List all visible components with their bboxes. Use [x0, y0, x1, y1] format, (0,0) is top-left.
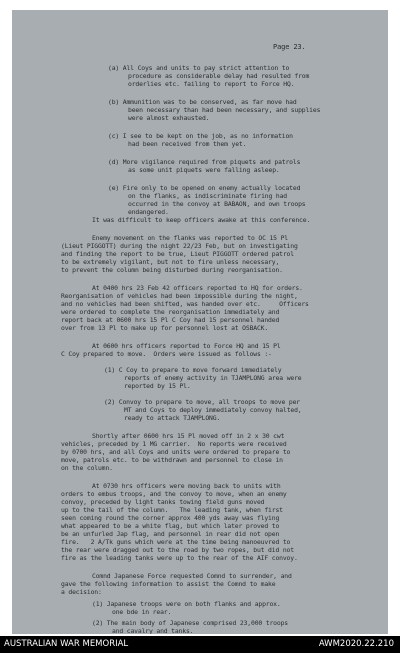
- text-line: Enemy movement on the flanks was reported to OC 15 Pl: [92, 234, 288, 242]
- text-line: reported by 15 Pl.: [124, 382, 191, 390]
- text-line: the rear were dragged out to the road by two ropes, but did not: [61, 546, 294, 554]
- text-line: (1) Japanese troops were on both flanks and approx.: [92, 600, 281, 608]
- text-line: Shortly after 0600 hrs 15 Pl moved off in 2 x 30 cwt: [92, 432, 285, 440]
- text-line: orders to embus troops, and the convoy to move, when an enemy: [61, 490, 287, 498]
- text-line: had been received from them yet.: [128, 140, 247, 148]
- text-line: seen coming round the corner approx 400 yds away was flying: [61, 514, 280, 522]
- text-line: to be extremely vigilant, but not to fire unless necessary,: [61, 258, 280, 266]
- text-line: Reorganisation of vehicles had been impossible during the night,: [61, 292, 298, 300]
- text-line: reports of enemy activity in TJAMPLONG area were: [124, 374, 302, 382]
- text-line: as some unit piquets were falling asleep.: [128, 166, 280, 174]
- text-line: MT and Coys to deploy immediately convoy halted,: [124, 406, 302, 414]
- text-line: endangered.: [128, 208, 169, 216]
- text-line: move, patrols etc. to be withdrawn and personnel to close in: [61, 456, 283, 464]
- text-line: (1) C Coy to prepare to move forward immediately: [104, 366, 282, 374]
- text-line: over from 13 Pl to make up for personnel lost at OSBACK.: [61, 324, 269, 332]
- text-line: orderlies etc. failing to report to Force HQ.: [128, 80, 295, 88]
- text-line: procedure as considerable delay had resulted from: [128, 72, 310, 80]
- typed-page: [12, 10, 388, 634]
- text-line: and no vehicles had been shifted, was handed over etc. Officers: [61, 300, 309, 308]
- text-line: and finding the report to be true, Lieut PIGGOTT ordered patrol: [61, 250, 294, 258]
- text-line: (Lieut PIGGOTT) during the night 22/23 Feb, but on investigating: [61, 242, 298, 250]
- text-line: a decision:: [61, 588, 102, 596]
- text-line: vehicles, preceded by 1 MG carrier. No reports were received: [61, 440, 287, 448]
- text-line: C Coy prepared to move. Orders were issued as follows :-: [61, 350, 272, 358]
- page-number: Page 23.: [273, 43, 306, 51]
- text-line: At 0730 hrs officers were moving back to units with: [92, 482, 281, 490]
- text-line: been necessary than had been necessary, and supplies: [128, 106, 321, 114]
- text-line: gave the following information to assist the Comnd to make: [61, 580, 276, 588]
- text-line: and cavalry and tanks.: [112, 627, 194, 634]
- text-line: (2) Convoy to prepare to move, all troops to move per: [104, 398, 300, 406]
- text-line: At 0600 hrs officers reported to Force HQ and 15 Pl: [92, 342, 281, 350]
- text-line: fire as the leading tanks were up to the rear of the AIF convoy.: [61, 554, 298, 562]
- text-line: to prevent the column being disturbed during reorganisation.: [61, 266, 283, 274]
- text-line: what appeared to be a white flag, but which later proved to: [61, 522, 280, 530]
- document-sheet: [12, 10, 388, 634]
- text-line: were almost exhausted.: [128, 114, 210, 122]
- text-line: occurred in the convoy at BABAON, and own troops: [128, 200, 306, 208]
- text-line: (c) I see to be kept on the job, as no information: [108, 132, 293, 140]
- text-line: (d) More vigilance required from piquets and patrols: [108, 158, 301, 166]
- text-line: on the flanks, as indiscriminate firing had: [128, 192, 287, 200]
- institution-name: AUSTRALIAN WAR MEMORIAL: [4, 639, 129, 649]
- footer-bar: [0, 636, 400, 653]
- text-line: convoy, preceded by light tanks towing field guns moved: [61, 498, 265, 506]
- text-line: (e) Fire only to be opened on enemy actually located: [108, 184, 301, 192]
- text-line: one bde in rear.: [112, 608, 172, 616]
- text-line: Comnd Japanese Force requested Comnd to surrender, and: [92, 572, 292, 580]
- text-line: (b) Ammunition was to be conserved, as far move had: [108, 98, 297, 106]
- text-line: fire. 2 A/Tk guns which were at the time being manoeuvred to: [61, 538, 291, 546]
- text-line: were ordered to complete the reorganisation immediately and: [61, 308, 280, 316]
- text-line: up to the tail of the column. The leading tank, when first: [61, 506, 283, 514]
- text-line: At 0400 hrs 23 Feb 42 officers reported to HQ for orders.: [92, 284, 303, 292]
- text-line: be an unfurled Jap flag, and personnel in rear did not open: [61, 530, 280, 538]
- text-line: on the column.: [61, 464, 113, 472]
- accession-number: AWM2020.22.210: [318, 639, 394, 649]
- text-line: (2) The main body of Japanese comprised 23,000 troops: [92, 619, 288, 627]
- text-line: report back at 0600 hrs 15 Pl C Coy had 15 personnel handed: [61, 316, 280, 324]
- text-line: by 0700 hrs, and all Coys and units were ordered to prepare to: [61, 448, 291, 456]
- text-line: ready to attack TJAMPLONG.: [124, 414, 221, 422]
- text-line: (a) All Coys and units to pay strict attention to: [108, 64, 290, 72]
- text-line: It was difficult to keep officers awake at this conference.: [92, 216, 311, 224]
